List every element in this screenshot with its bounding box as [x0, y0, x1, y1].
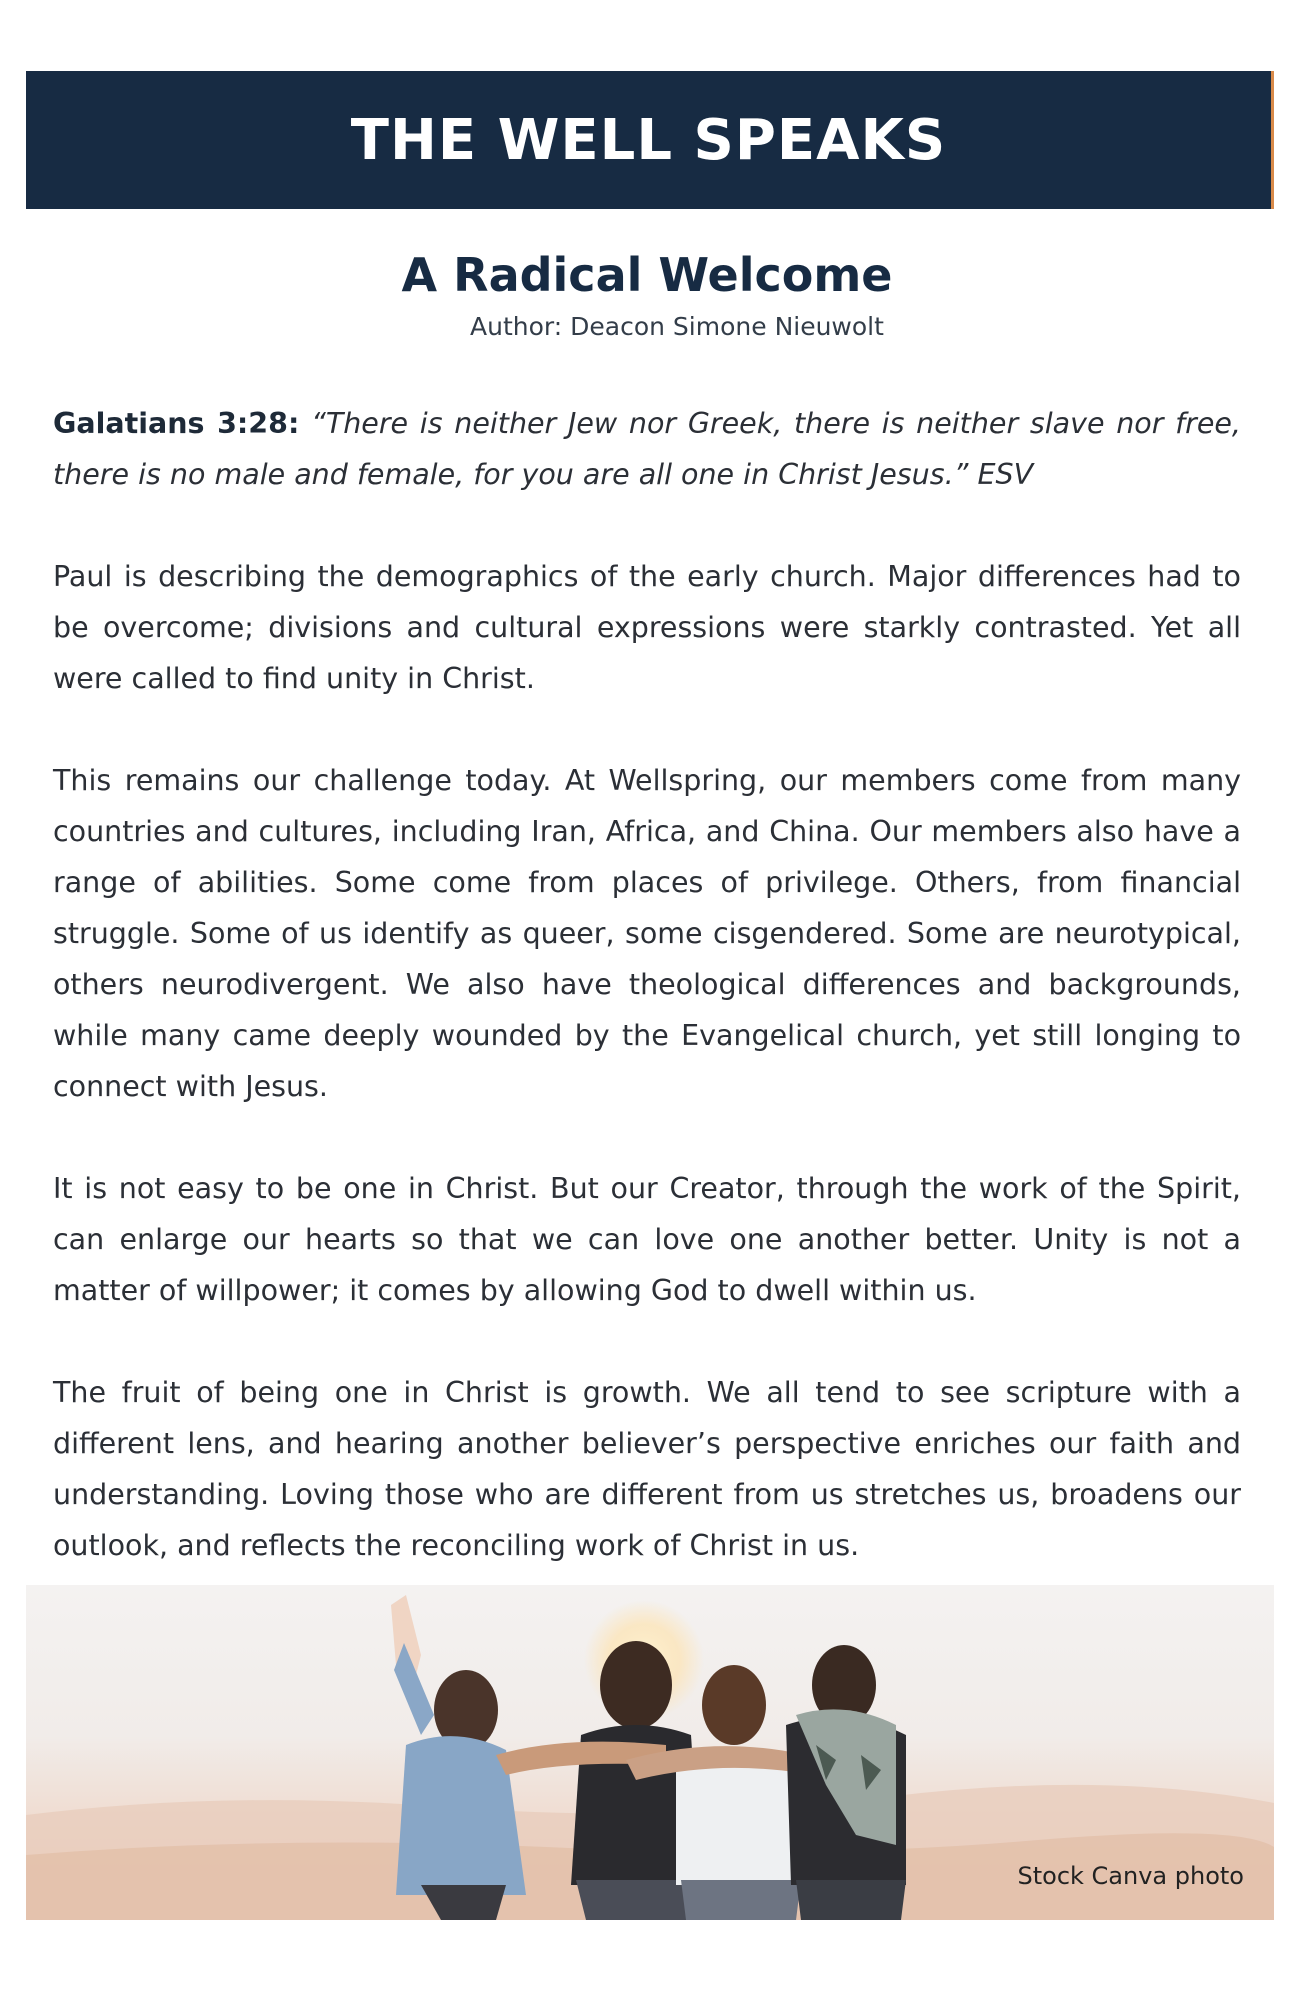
- paragraph: This remains our challenge today. At Wellspring, our members come from many countries and cultures, including Iran, Africa, and China. Our members also have a range of abilities. Some come from places of privilege. Others, from financial struggle. Some of us identify as queer, some cisgendered. Some are neurotypical, others neurodivergent. We also have theological differences and backgrounds, while many came deeply wounded by the Evangelical church, yet still longing to connect with Jesus.: [53, 764, 1241, 1103]
- banner-title: THE WELL SPEAKS: [350, 107, 947, 173]
- photo-credit: Stock Canva photo: [1017, 1862, 1244, 1890]
- verse-reference: Galatians 3:28:: [53, 407, 300, 440]
- person-four: [786, 1645, 906, 1920]
- article-title: A Radical Welcome: [401, 248, 893, 302]
- header-banner: [26, 71, 1274, 209]
- article-body: [53, 398, 1241, 1622]
- article-author: Author: Deacon Simone Nieuwolt: [470, 312, 884, 341]
- verse-text: “There is neither Jew nor Greek, there is neither slave nor free, there is no male and female, for you are all one in Christ Jesus.”: [53, 407, 1241, 491]
- paragraph: It is not easy to be one in Christ. But our Creator, through the work of the Spirit, can enlarge our hearts so that we can love one another better. Unity is not a matter of willpower; it comes by allowing God to dwell within us.: [53, 1172, 1241, 1307]
- paragraph: The fruit of being one in Christ is growth. We all tend to see scripture with a different lens, and hearing another believer’s perspective enriches our faith and understanding. Loving those who are different from us stretches us, broadens our outlook, and reflects the reconciling work of Christ in us.: [53, 1376, 1241, 1562]
- verse-version: ESV: [977, 458, 1034, 491]
- paragraph: Paul is describing the demographics of the early church. Major differences had to be overcome; divisions and cultural expressions were starkly contrasted. Yet all were called to find unity in Christ.: [53, 560, 1241, 695]
- group-photo: [26, 1585, 1274, 1920]
- scripture-verse: [53, 398, 1241, 500]
